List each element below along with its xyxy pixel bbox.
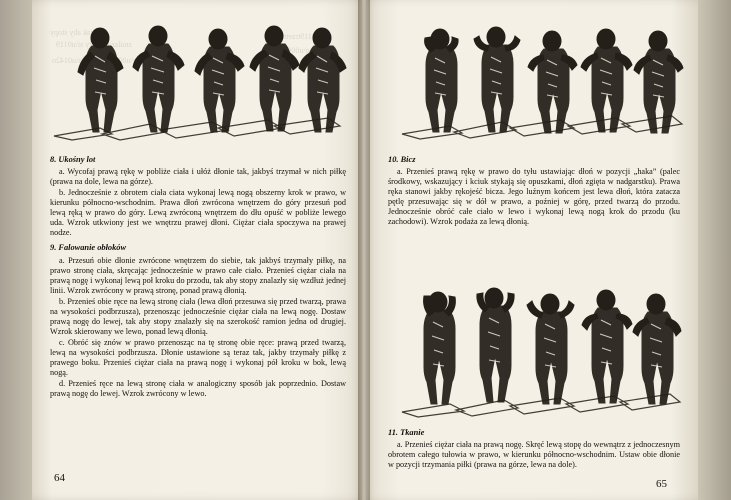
section-heading-9: 9. Falowanie obłoków: [50, 243, 127, 253]
bleed-through-text: tak aby stopy znalaz\u0142y si\u0119 wn\u0119trzem do g\u00f3ry cia\u0142o: [50, 28, 332, 65]
paragraph-9c: c. Obróć się znów w prawo przenosząc na tę stronę obie ręce: prawą przed twarzą, lewą na wysokości podbrzusza. Dłonie ustawione są teraz tak, jakby trzymały piłkę z prawego boku. Przenieś ciężar ciała na prawą nogę i wykonaj pół kroku w bok, lewą nogą.: [50, 337, 346, 377]
paragraph-8b: b. Jednocześnie z obrotem ciała ciata wykonaj lewą nogą obszerny krok w prawo, w kierunku północno-wschodnim. Prawa dłoń zwrócona wnętrzem do góry przesuń pod lewą ręką w prawo do góry. Lewą zwróconą wnętrzem do dłu opuść w pobliże lewego uda. Wzrok utkwiony jest we wnętrzu prawej dłoni. Ciężar ciała spoczywa na prawej nodze.: [50, 188, 346, 238]
page-number-left: 64: [54, 472, 65, 484]
paragraph-9d: d. Przenieś ręce na lewą stronę ciała w analogiczny sposób jak poprzednio. Dostaw prawą nogę do lewej. Wzrok zwrócony w lewo.: [50, 378, 346, 398]
left-page-text-column: [50, 150, 346, 400]
section-heading-8: 8. Ukośny lot: [50, 155, 96, 164]
figure-whip: [388, 16, 688, 144]
figure-oblique-flight: [42, 16, 352, 144]
page-edge-right: [696, 0, 731, 500]
right-page-text-bottom: [388, 428, 680, 471]
page-number-right: 65: [656, 478, 667, 490]
paragraph-10a: a. Przenieś prawą rękę w prawo do tyłu ustawiając dłoń w pozycji „haka” (palec środkowy, wskazujący i kciuk stykają się opuszkami, dłoń zgięta w nadgarstku). Prawa ręka stanowi jakby rękojeść bicza. Jego luźnym końcem jest lewa dłoń, która zatacza pętlę przesuwając się w dół w prawo, a poźniej w górę, przed twarzą do przodu. Jednocześnie obróć całe ciało w lewo i wykonaj lewą nogą krok do przodu (ku zachodowi). Wzrok podaża za lewą dłonią.: [388, 167, 680, 227]
book-gutter: [358, 0, 370, 500]
paragraph-11a: a. Przenieś ciężar ciała na prawą nogę. Skręć lewą stopę do wewnątrz z jednoczesnym obrotem całego tułowia w prawo, w kierunku północno-wschodnim. Ustaw obie dłonie w pozycji trzymania piłki (prawa na górze, lewa na dole).: [388, 440, 680, 470]
paragraph-8a: a. Wycofaj prawą rękę w pobliże ciała i ułóż dłonie tak, jakbyś trzymał w nich piłkę (prawa na dole, lewa na górze).: [50, 167, 346, 187]
left-page: [32, 0, 362, 500]
section-heading-11: 11. Tkanie: [388, 428, 425, 437]
page-edge-left: [0, 0, 34, 500]
right-page: [366, 0, 698, 500]
paragraph-9a: a. Przesuń obie dłonie zwrócone wnętrzem do siebie, tak jakbyś trzymały piłkę, na prawo stronę ciała, skręcając jednocześnie w prawo całe ciało. Przenieś ciężar ciała na prawą nogę i wykonaj lewą poł kroku do przodu, tak aby stopy znalazły się wzdłuż jednej linii. Wzrok zwrócony w prawą stronę, ponad prawą dłonią.: [50, 255, 346, 295]
right-page-text-top: [388, 150, 680, 228]
section-heading-10: 10. Bicz: [388, 155, 416, 164]
figure-weaving: [392, 272, 682, 422]
paragraph-9b: b. Przenieś obie ręce na lewą stronę ciała (lewa dłoń przesuwa się przed twarzą, prawa na wysokości podbrzusza), przenosząc jednocześnie ciężar ciała na lewą nogę. Dostaw prawą nogę do lewej, tak aby stopy znalazły się na szerokość ramion jedna od drugiej. Wzrok skierowany we lewo, ponad lewą dłonią.: [50, 296, 346, 336]
